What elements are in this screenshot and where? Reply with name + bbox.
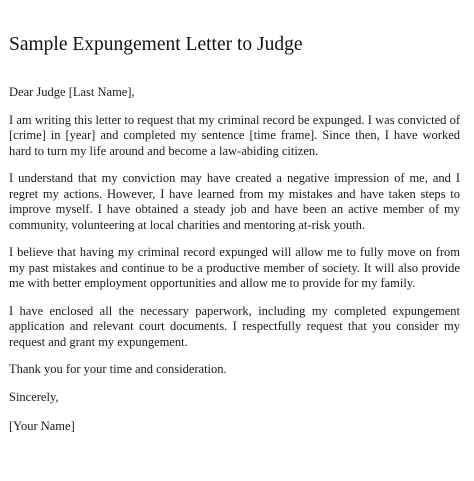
document-title: Sample Expungement Letter to Judge (9, 34, 303, 55)
paragraph-request: I am writing this letter to request that my criminal record be expunged. I was convicted of [crime] in [year] and completed my sentence [time frame]. Since then, I have worked hard to turn my life around and become a law-abiding citizen. (9, 112, 460, 158)
paragraph-regret: I understand that my conviction may have created a negative impression of me, and I regret my actions. However, I have learned from my mistakes and have taken steps to improve myself. I have obtained a steady job and have been an active member of my community, volunteering at local charities and mentoring at-risk youth. (9, 171, 460, 232)
paragraph-benefits: I believe that having my criminal record expunged will allow me to fully move on from my past mistakes and continue to be a productive member of society. It will also provide me with better employment opportunities and allow me to provide for my family. (9, 245, 460, 290)
paragraph-enclosures: I have enclosed all the necessary paperwork, including my completed expungement application and relevant court documents. I respectfully request that you consider my request and grant my expungement. (9, 303, 460, 349)
paragraph-thanks: Thank you for your time and consideration. (9, 362, 227, 376)
signature-name: [Your Name] (9, 419, 75, 433)
salutation: Dear Judge [Last Name], (9, 85, 135, 99)
closing: Sincerely, (9, 389, 59, 404)
